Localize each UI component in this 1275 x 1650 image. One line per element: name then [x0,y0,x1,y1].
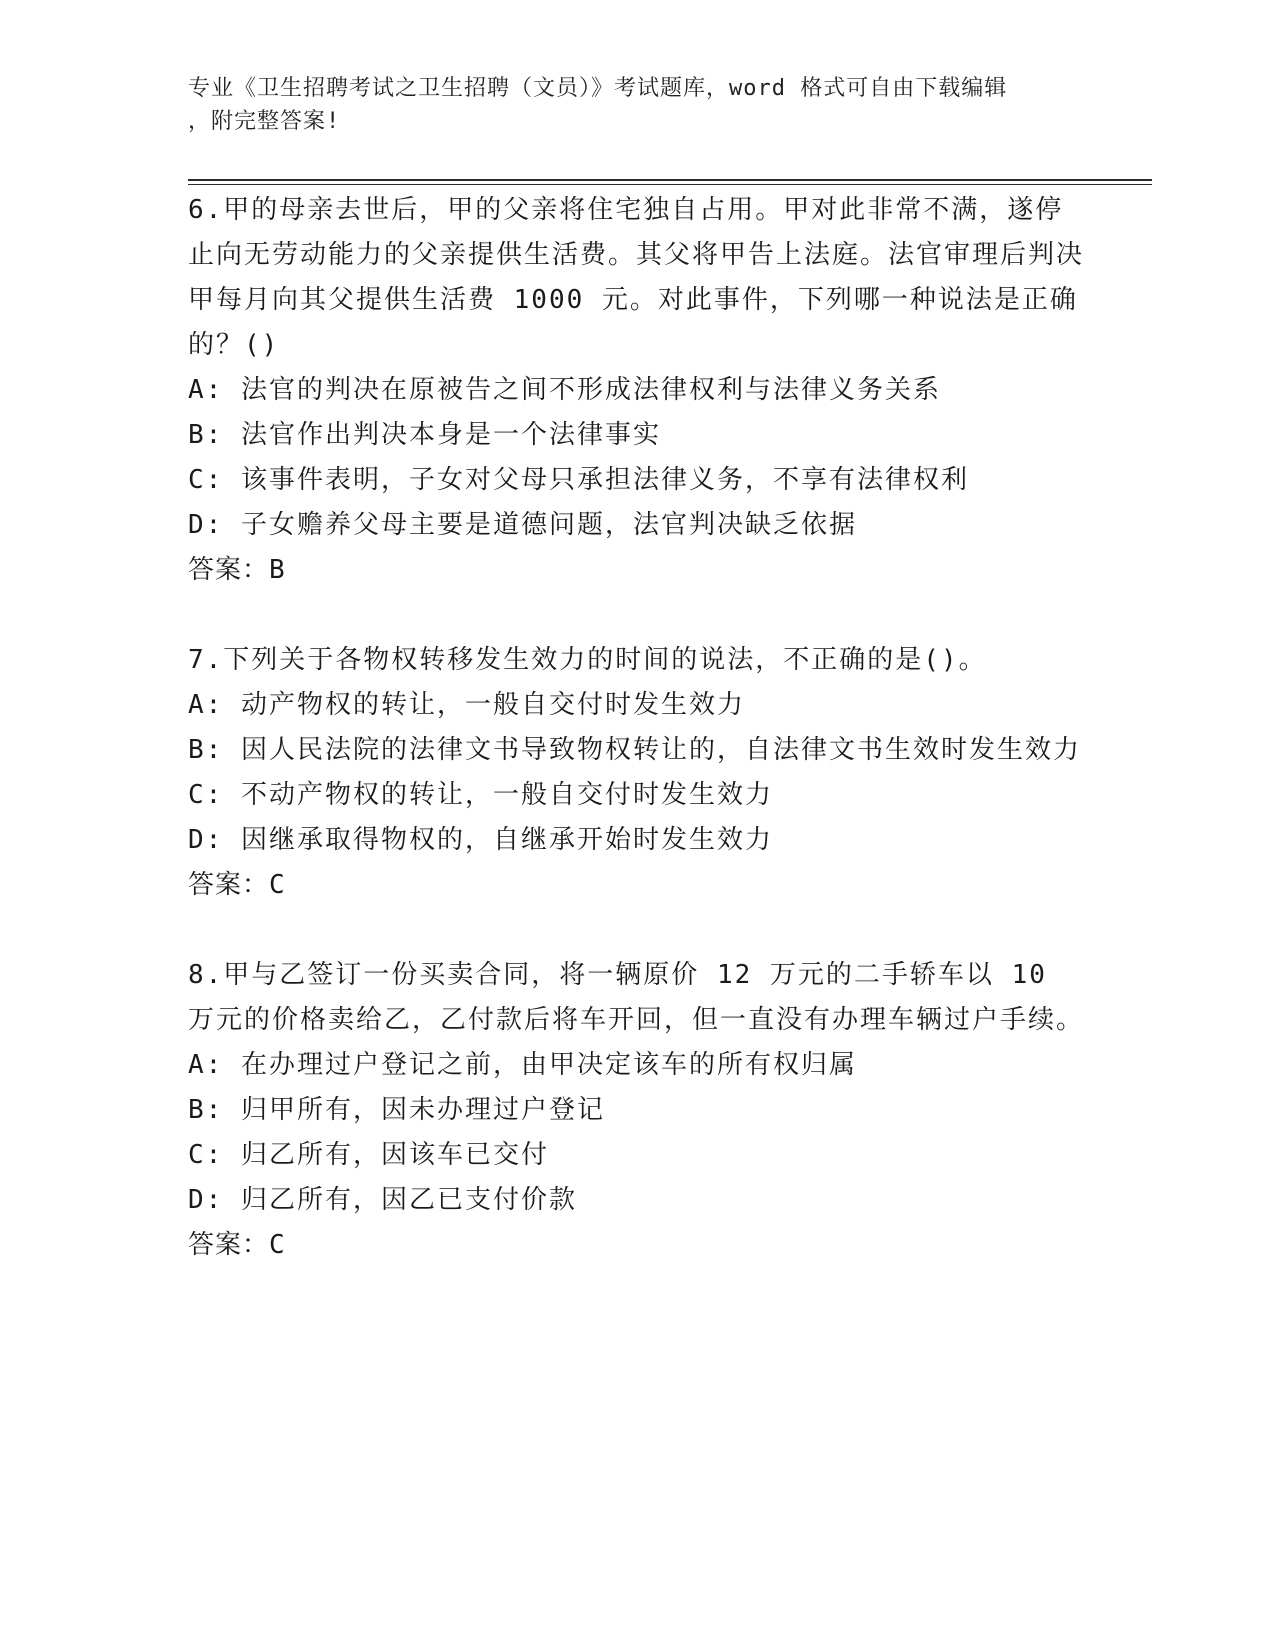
question-7 [188,638,1088,908]
option-a: A: 法官的判决在原被告之间不形成法律权利与法律义务关系 [188,375,941,405]
answer-label: 答案：C [188,1230,286,1260]
header-divider [188,179,1152,185]
option-c: C: 该事件表明，子女对父母只承担法律义务，不享有法律权利 [188,465,969,495]
option-a: A: 在办理过户登记之前，由甲决定该车的所有权归属 [188,1050,857,1080]
question-8 [188,953,1088,1268]
option-b: B: 法官作出判决本身是一个法律事实 [188,420,661,450]
answer-label: 答案：C [188,870,286,900]
question-6 [188,188,1088,593]
option-d: D: 子女赡养父母主要是道德问题，法官判决缺乏依据 [188,510,857,540]
option-b: B: 归甲所有，因未办理过户登记 [188,1095,605,1125]
page-header [188,72,1068,138]
question-spacer [188,593,1088,638]
question-list [188,188,1088,1268]
option-c: C: 不动产物权的转让，一般自交付时发生效力 [188,780,773,810]
question-text: 8.甲与乙签订一份买卖合同，将一辆原价 12 万元的二手轿车以 10 万元的价格卖给乙，乙付款后将车开回，但一直没有办理车辆过户手续。 [188,960,1085,1035]
question-text: 6.甲的母亲去世后，甲的父亲将住宅独自占用。甲对此非常不满，遂停止向无劳动能力的父亲提供生活费。其父将甲告上法庭。法官审理后判决甲每月向其父提供生活费 1000 元。对此事件，下列哪一种说法是正确的？() [188,195,1085,360]
answer-label: 答案：B [188,555,286,585]
header-line-2: ，附完整答案! [188,109,341,134]
question-spacer [188,908,1088,953]
option-d: D: 归乙所有，因乙已支付价款 [188,1185,577,1215]
option-a: A: 动产物权的转让，一般自交付时发生效力 [188,690,745,720]
question-text: 7.下列关于各物权转移发生效力的时间的说法，不正确的是()。 [188,645,987,675]
header-line-1: 专业《卫生招聘考试之卫生招聘（文员）》考试题库，word 格式可自由下载编辑 [188,76,1008,101]
option-c: C: 归乙所有，因该车已交付 [188,1140,549,1170]
option-b: B: 因人民法院的法律文书导致物权转让的，自法律文书生效时发生效力 [188,735,1081,765]
option-d: D: 因继承取得物权的，自继承开始时发生效力 [188,825,773,855]
